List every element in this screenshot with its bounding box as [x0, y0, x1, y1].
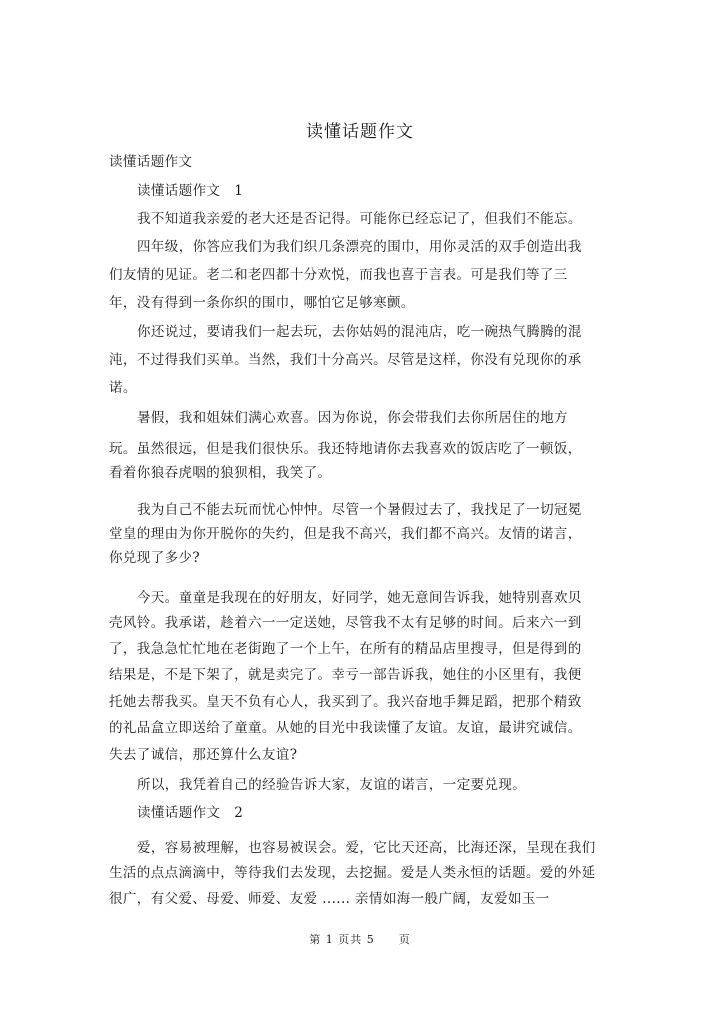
text-line: 沌，不过得我们买单。当然，我们十分高兴。尽管是这样，你没有兑现你的承 — [109, 352, 582, 368]
text-line: 了，我急急忙忙地在老街跑了一个上午，在所有的精品店里搜寻，但是得到的 — [109, 641, 582, 657]
text-line: 看着你狼吞虎咽的狼狈相，我笑了。 — [109, 465, 332, 481]
text-line: 我为自己不能去玩而忧心忡忡。尽管一个暑假过去了，我找足了一切冠冕 — [137, 502, 582, 518]
page-footer: 第 1 页共 5 页 — [309, 933, 411, 946]
text-line: 托她去帮我买。皇天不负有心人，我买到了。我兴奋地手舞足蹈，把那个精致 — [109, 694, 582, 710]
text-line: 你还说过，要请我们一起去玩，去你姑妈的混沌店，吃一碗热气腾腾的混 — [137, 324, 582, 340]
text-line: 很广，有父爱、母爱、师爱、友爱 ...... 亲情如海一般广阔，友爱如玉一 — [109, 891, 550, 907]
text-line: 所以，我凭着自己的经验告诉大家，友谊的诺言，一定要兑现。 — [137, 777, 527, 793]
text-line: 今天。童童是我现在的好朋友，好同学，她无意间告诉我，她特别喜欢贝 — [137, 590, 582, 606]
text-line: 暑假，我和姐妹们满心欢喜。因为你说，你会带我们去你所居住的地方 — [137, 410, 568, 426]
text-line: 四年级，你答应我们为我们织几条漂亮的围巾，用你灵活的双手创造出我 — [137, 239, 582, 255]
document-subtitle: 读懂话题作文 — [109, 154, 193, 170]
text-line: 们友情的见证。老二和老四都十分欢悦，而我也喜于言表。可是我们等了三 — [109, 267, 568, 283]
text-line: 我不知道我亲爱的老大还是否记得。可能你已经忘记了，但我们不能忘。 — [137, 211, 582, 227]
text-line: 生活的点点滴滴中，等待我们去发现，去挖掘。爱是人类永恒的话题。爱的外延 — [109, 865, 596, 881]
essay-1-heading: 读懂话题作文 1 — [137, 183, 244, 199]
text-line: 失去了诚信，那还算什么友谊? — [109, 747, 298, 763]
text-line: 诺。 — [109, 380, 137, 396]
text-line: 壳风铃。我承诺，趁着六一一定送她，尽管我不太有足够的时间。后来六一到 — [109, 615, 582, 631]
page-title: 读懂话题作文 — [306, 122, 414, 142]
text-line: 玩。虽然很远，但是我们很快乐。我还特地请你去我喜欢的饭店吃了一顿饭， — [109, 441, 582, 457]
text-line: 结果是，不是下架了，就是卖完了。幸亏一部告诉我，她住的小区里有，我便 — [109, 667, 582, 683]
essay-2-heading: 读懂话题作文 2 — [137, 805, 244, 821]
text-line: 堂皇的理由为你开脱你的失约，但是我不高兴，我们都不高兴。友情的诺言， — [109, 526, 582, 542]
text-line: 你兑现了多少? — [109, 550, 201, 566]
text-line: 的礼品盒立即送给了童童。从她的目光中我读懂了友谊。友谊，最讲究诚信。 — [109, 720, 582, 736]
text-line: 爱，容易被理解，也容易被误会。爱，它比天还高，比海还深，呈现在我们 — [137, 840, 596, 856]
text-line: 年，没有得到一条你织的围巾，哪怕它足够寒颤。 — [109, 295, 415, 311]
